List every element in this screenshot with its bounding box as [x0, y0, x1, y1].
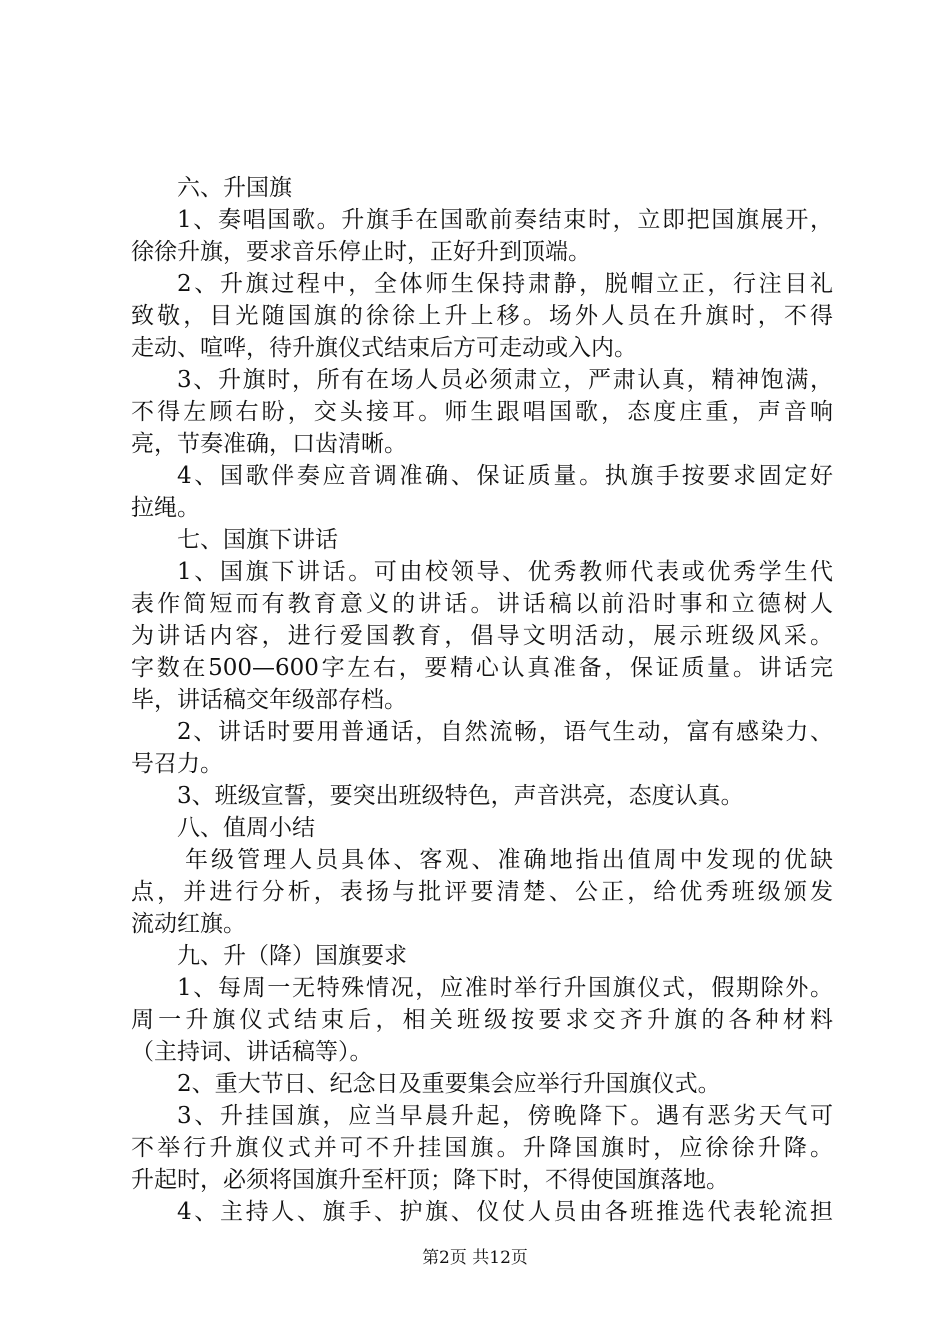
text-line: 2、讲话时要用普通话，自然流畅，语气生动，富有感染力、	[177, 719, 833, 745]
page-number-footer: 第2页 共12页	[422, 1248, 528, 1268]
text-line: 4、国歌伴奏应音调准确、保证质量。执旗手按要求固定好	[177, 463, 833, 489]
text-line: 拉绳。	[131, 495, 200, 521]
text-line: 走动、喧哗，待升旗仪式结束后方可走动或入内。	[131, 335, 637, 361]
text-line: 致敬，目光随国旗的徐徐上升上移。场外人员在升旗时，不得	[131, 303, 833, 329]
text-line: 亮，节奏准确，口齿清晰。	[131, 431, 407, 457]
text-line: 1、每周一无特殊情况，应准时举行升国旗仪式，假期除外。	[177, 975, 833, 1001]
text-line: 字数在500—600字左右，要精心认真准备，保证质量。讲话完	[131, 655, 833, 681]
text-line: 年级管理人员具体、客观、准确地指出值周中发现的优缺	[185, 847, 833, 873]
text-line: 2、升旗过程中，全体师生保持肃静，脱帽立正，行注目礼	[177, 271, 833, 297]
text-line: 1、国旗下讲话。可由校领导、优秀教师代表或优秀学生代	[177, 559, 833, 585]
text-line: 1、奏唱国歌。升旗手在国歌前奏结束时，立即把国旗展开，	[177, 207, 833, 233]
section-heading: 六、升国旗	[177, 175, 292, 201]
section-heading: 八、值周小结	[177, 815, 315, 841]
text-line: 3、升旗时，所有在场人员必须肃立，严肃认真，精神饱满，	[177, 367, 833, 393]
text-line: 3、升挂国旗，应当早晨升起，傍晚降下。遇有恶劣天气可	[177, 1103, 833, 1129]
text-line: 毕，讲话稿交年级部存档。	[131, 687, 407, 713]
text-line: （主持词、讲话稿等）。	[131, 1039, 373, 1065]
text-line: 不得左顾右盼，交头接耳。师生跟唱国歌，态度庄重，声音响	[131, 399, 833, 425]
section-heading: 七、国旗下讲话	[177, 527, 338, 553]
text-line: 表作简短而有教育意义的讲话。讲话稿以前沿时事和立德树人	[131, 591, 833, 617]
text-line: 号召力。	[131, 751, 223, 777]
text-line: 4、主持人、旗手、护旗、仪仗人员由各班推选代表轮流担	[177, 1199, 833, 1225]
text-line: 3、班级宣誓，要突出班级特色，声音洪亮，态度认真。	[177, 783, 744, 809]
text-line: 点，并进行分析，表扬与批评要清楚、公正，给优秀班级颁发	[131, 879, 833, 905]
text-line: 流动红旗。	[131, 911, 246, 937]
text-line: 徐徐升旗，要求音乐停止时，正好升到顶端。	[131, 239, 591, 265]
text-line: 周一升旗仪式结束后，相关班级按要求交齐升旗的各种材料	[131, 1007, 833, 1033]
text-line: 升起时，必须将国旗升至杆顶；降下时，不得使国旗落地。	[131, 1167, 729, 1193]
document-body	[131, 172, 833, 1228]
section-heading: 九、升（降）国旗要求	[177, 943, 407, 969]
text-line: 2、重大节日、纪念日及重要集会应举行升国旗仪式。	[177, 1071, 721, 1097]
text-line: 不举行升旗仪式并可不升挂国旗。升降国旗时，应徐徐升降。	[131, 1135, 833, 1161]
text-line: 为讲话内容，进行爱国教育，倡导文明活动，展示班级风采。	[131, 623, 833, 649]
